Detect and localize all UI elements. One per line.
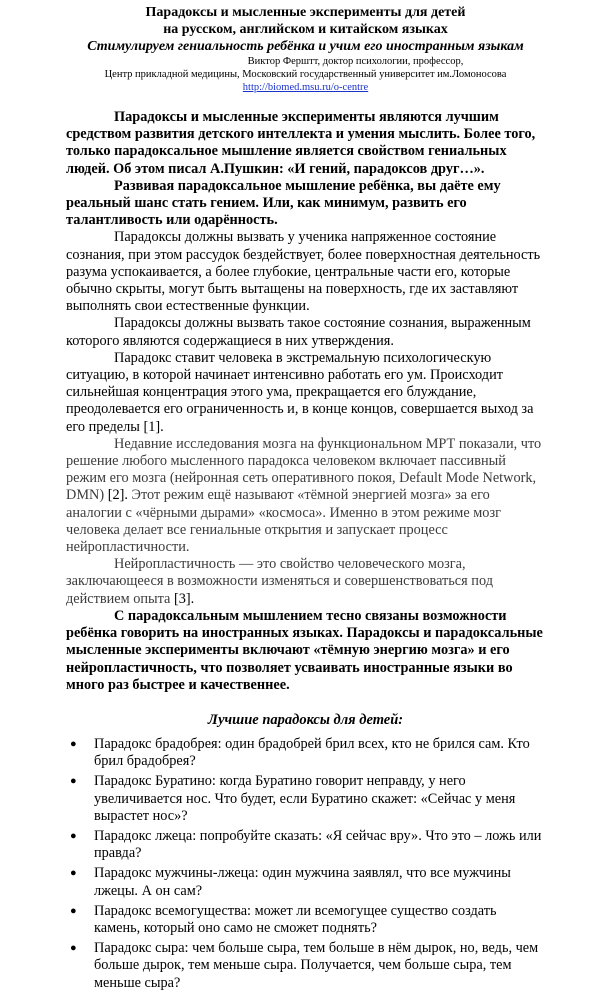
paragraph-4: Парадоксы должны вызвать такое состояние сознания, выраженным которого являются содержащиеся в них утверждения.: [66, 315, 531, 349]
document-page: [0, 4, 605, 991]
bullet-icon: ●: [70, 829, 77, 842]
affiliation-line: Центр прикладной медицины, Московский государственный университет им.Ломоносова: [104, 69, 507, 80]
centre-link[interactable]: http://biomed.msu.ru/o-centre: [242, 82, 369, 93]
list-item-text: Парадокс всемогущества: может ли всемогущее существо создать камень, который оно само не сможет поднять?: [94, 902, 497, 936]
list-item: [70, 902, 545, 937]
paragraph-5: [66, 350, 545, 436]
reference-3: [3].: [174, 590, 195, 607]
paragraph-8: С парадоксальным мышлением тесно связаны возможности ребёнка говорить на иностранных языках. Парадоксы и парадоксальные мысленные эксперименты включают «тёмную энергию мозга» и его нейропластичность, что позволяет усваивать иностранные языки во много раз быстрее и качественнее.: [66, 607, 543, 693]
paradox-list: [66, 736, 545, 992]
list-item: [70, 865, 545, 899]
paragraph-5-text: Парадокс ставит человека в экстремальную психологическую ситуацию, в которой начинает интенсивно работать его ум. Происходит сильнейшая концентрация этого ума, прекращается его блуждание, преодолевается его ограниченность и, в конце концов, совершается выход за его пределы: [66, 349, 534, 435]
author-line: Виктор Ферштт, доктор психологии, профессор,: [247, 56, 464, 67]
list-item-text: Парадокс брадобрея: один брадобрей брил всех, кто не брился сам. Кто брил брадобрея?: [94, 735, 530, 770]
bullet-icon: ●: [70, 942, 77, 955]
subtitle: Стимулируем гениальность ребёнка и учим его иностранным языкам: [87, 39, 524, 54]
bullet-icon: ●: [70, 737, 77, 750]
paragraph-7-text: Нейропластичность — это свойство человеческого мозга, заключающееся в возможности изменяться и совершенствоваться под действием опыта: [66, 556, 493, 607]
title-line-2: на русском, английском и китайском языках: [163, 22, 448, 37]
bullet-icon: ●: [70, 904, 77, 917]
paragraph-6-continuation: Этот режим ещё называют «тёмной энергией мозга» за его аналогии с «чёрными дырами» «космоса». Именно в этом режиме мозг человека делает все гениальные открытия и запускает процесс нейропластичности.: [66, 487, 501, 556]
paragraph-3: Парадоксы должны вызвать у ученика напряженное состояние сознания, при этом рассудок бездействует, более поверхностная деятельность разума успокаивается, а более глубокие, центральные части его, которые обычно скрыты, могут быть вытащены на поверхность, где их заставляют выполнять свои естественные функции.: [66, 229, 541, 315]
list-item: [70, 940, 545, 992]
paragraph-1: Парадоксы и мысленные эксперименты являются лучшим средством развития детского интеллекта и умения мыслить. Более того, только парадоксальное мышление является свойством гениальных людей. Об этом писал А.Пушкин: «И гений, парадоксов друг…».: [66, 109, 536, 177]
reference-1: [1].: [143, 418, 164, 435]
paragraph-6: [66, 436, 545, 556]
paragraph-6-text: Недавние исследования мозга на функциональном МРТ показали, что решение любого мысленного парадокса человеком включает пассивный режим его мозга (нейронная сеть оперативного покоя, Default Mode Network, DMN): [66, 435, 542, 504]
list-item-text: Парадокс сыра: чем больше сыра, тем больше в нём дырок, но, ведь, чем больше дырок, тем меньше сыра. Получается, чем больше сыра, тем меньше сыра?: [94, 940, 539, 991]
list-item-text: Парадокс Буратино: когда Буратино говорит неправду, у него увеличивается нос. Что будет, если Буратино скажет: «Сейчас у меня вырастет нос»?: [94, 773, 516, 824]
section-heading: Лучшие парадоксы для детей:: [207, 711, 404, 728]
list-item: [70, 735, 545, 770]
bullet-icon: ●: [70, 867, 77, 880]
url-line: [66, 81, 545, 94]
list-item: [70, 773, 545, 825]
title-line-1: Парадоксы и мысленные эксперименты для детей: [145, 5, 466, 20]
paragraph-7: [66, 556, 545, 608]
reference-2: [2].: [107, 487, 128, 504]
bullet-icon: ●: [70, 775, 77, 788]
list-item: [70, 827, 545, 862]
list-item-text: Парадокс мужчины-лжеца: один мужчина заявлял, что все мужчины лжецы. А он сам?: [94, 865, 511, 899]
list-item-text: Парадокс лжеца: попробуйте сказать: «Я сейчас вру». Что это – ложь или правда?: [94, 827, 542, 862]
paragraph-2: Развивая парадоксальное мышление ребёнка, вы даёте ему реальный шанс стать гением. Или, как минимум, развить его талантливость или одарённость.: [66, 177, 501, 229]
